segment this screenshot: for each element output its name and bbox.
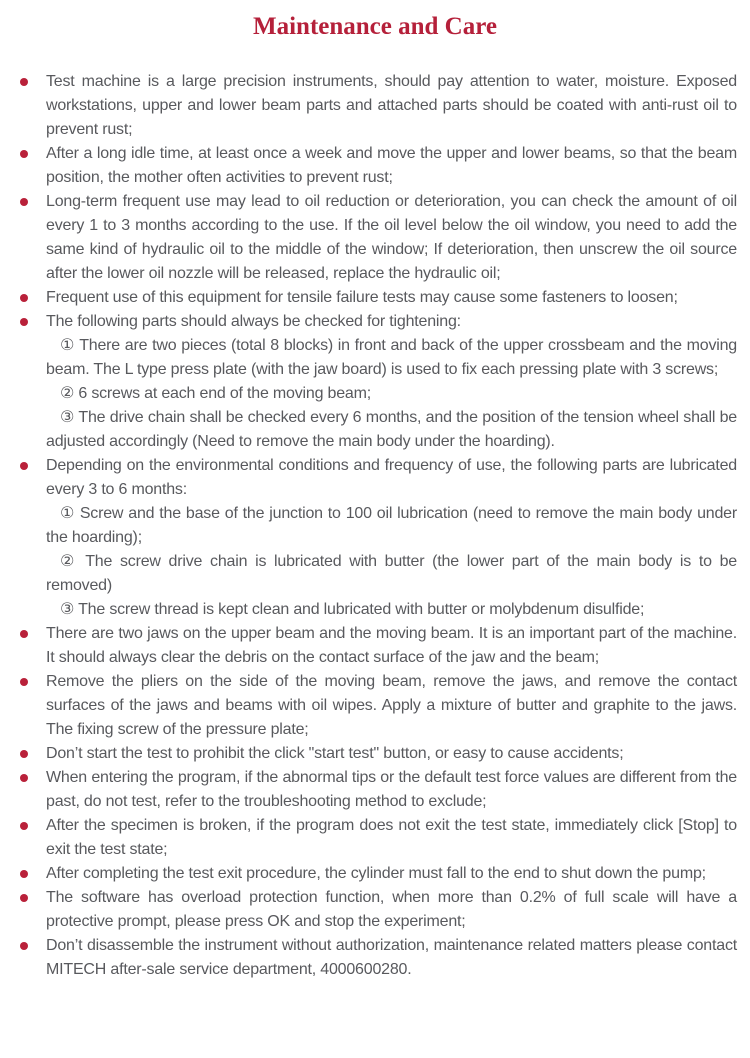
list-item (0, 454, 737, 622)
list-item (0, 742, 737, 766)
list-item (0, 934, 737, 982)
subitem-text: ③ The drive chain shall be checked every 6 months, and the position of the tension wheel shall be adjusted accordingly (Need to remove the main body under the hoarding). (46, 409, 737, 450)
item-text: After the specimen is broken, if the program does not exit the test state, immediately click [Stop] to exit the test state; (46, 817, 737, 858)
subitem-text: ① Screw and the base of the junction to 100 oil lubrication (need to remove the main body under the hoarding); (46, 505, 737, 546)
page-title: Maintenance and Care (253, 13, 497, 40)
item-text: There are two jaws on the upper beam and the moving beam. It is an important part of the machine. It should always clear the debris on the contact surface of the jaw and the beam; (46, 625, 737, 666)
bullet-icon (20, 774, 28, 782)
list-item (0, 142, 737, 190)
bullet-icon (20, 294, 28, 302)
bullet-icon (20, 630, 28, 638)
item-text: Don’t start the test to prohibit the click "start test" button, or easy to cause accidents; (46, 745, 624, 762)
item-text: Long-term frequent use may lead to oil reduction or deterioration, you can check the amount of oil every 1 to 3 months according to the use. If the oil level below the oil window, you need to add the same kind of hydraulic oil to the middle of the window; If deterioration, then unscrew the oil source after the lower oil nozzle will be released, replace the hydraulic oil; (46, 193, 737, 282)
list-item (0, 814, 737, 862)
bullet-icon (20, 198, 28, 206)
subitem-text: ② The screw drive chain is lubricated with butter (the lower part of the main body is to be removed) (46, 553, 737, 594)
bullet-icon (20, 870, 28, 878)
item-text: The software has overload protection function, when more than 0.2% of full scale will have a protective prompt, please press OK and stop the experiment; (46, 889, 737, 930)
item-text: After a long idle time, at least once a week and move the upper and lower beams, so that the beam position, the mother often activities to prevent rust; (46, 145, 737, 186)
bullet-list (0, 41, 750, 982)
subitem-text: ① There are two pieces (total 8 blocks) in front and back of the upper crossbeam and the moving beam. The L type press plate (with the jaw board) is used to fix each pressing plate with 3 screws; (46, 337, 737, 378)
item-text: Don’t disassemble the instrument without authorization, maintenance related matters please contact MITECH after-sale service department, 4000600280. (46, 937, 737, 978)
bullet-icon (20, 894, 28, 902)
bullet-icon (20, 462, 28, 470)
bullet-icon (20, 822, 28, 830)
item-text: After completing the test exit procedure, the cylinder must fall to the end to shut down the pump; (46, 865, 706, 882)
list-item (0, 70, 737, 142)
bullet-icon (20, 678, 28, 686)
item-text: Test machine is a large precision instruments, should pay attention to water, moisture. Exposed workstations, upper and lower beam parts and attached parts should be coated with anti-rust oil to prevent rust; (46, 73, 737, 138)
list-item (0, 622, 737, 670)
item-text: Depending on the environmental conditions and frequency of use, the following parts are lubricated every 3 to 6 months: (46, 457, 737, 498)
bullet-icon (20, 942, 28, 950)
list-item (0, 862, 737, 886)
list-item (0, 766, 737, 814)
bullet-icon (20, 750, 28, 758)
list-item (0, 286, 737, 310)
subitem-text: ② 6 screws at each end of the moving beam; (60, 385, 371, 402)
list-item (0, 310, 737, 454)
bullet-icon (20, 78, 28, 86)
list-item (0, 886, 737, 934)
bullet-icon (20, 318, 28, 326)
list-item (0, 190, 737, 286)
item-text: Frequent use of this equipment for tensile failure tests may cause some fasteners to loosen; (46, 289, 678, 306)
list-item (0, 670, 737, 742)
item-text: The following parts should always be checked for tightening: (46, 313, 461, 330)
item-text: Remove the pliers on the side of the moving beam, remove the jaws, and remove the contact surfaces of the jaws and beams with oil wipes. Apply a mixture of butter and graphite to the jaws. The fixing screw of the pressure plate; (46, 673, 737, 738)
item-text: When entering the program, if the abnormal tips or the default test force values are different from the past, do not test, refer to the troubleshooting method to exclude; (46, 769, 737, 810)
subitem-text: ③ The screw thread is kept clean and lubricated with butter or molybdenum disulfide; (60, 601, 645, 618)
bullet-icon (20, 150, 28, 158)
